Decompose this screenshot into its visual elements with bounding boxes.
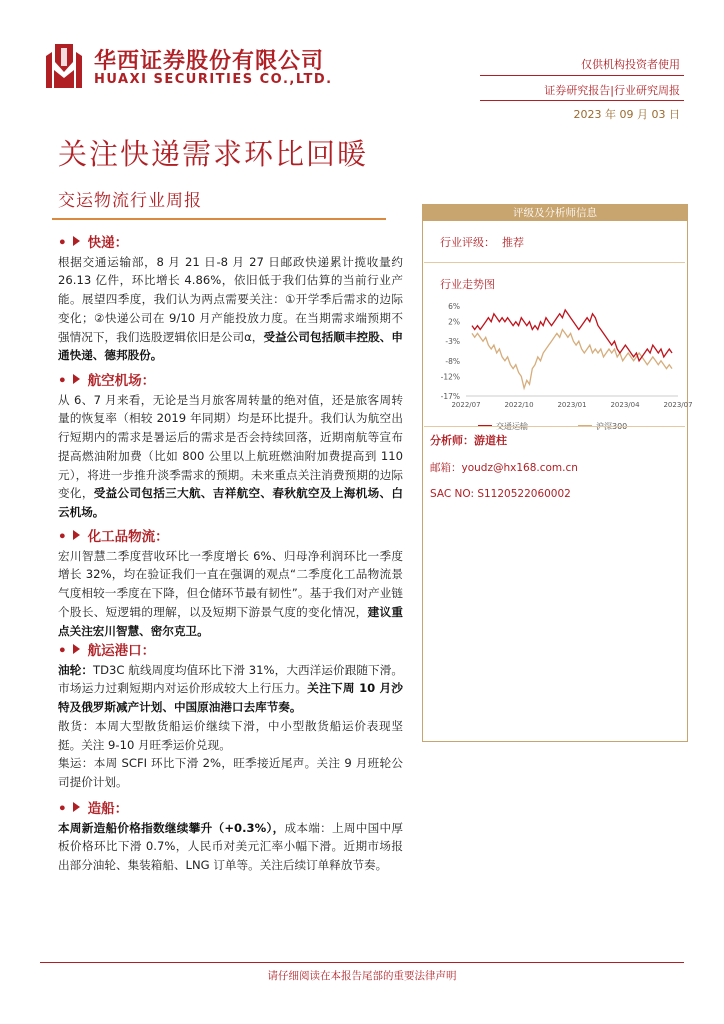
company-name-cn: 华西证券股份有限公司: [94, 49, 325, 74]
huaxi-logo: [46, 44, 82, 88]
panel-header: 评级及分析师信息: [423, 205, 687, 221]
section-express: [58, 234, 403, 365]
section-body: 宏川智慧二季度营收环比一季度增长 6%、归母净利润环比一季度增长 32%，均在验证我们一直在强调的观点“二季度化工品物流景气度相较一季度在下降，但仓储环节最有韧性”。基于我们对产业链个股长、短逻辑的理解，以及短期下游景气度的变化情况，建议重点关注宏川智慧、密尔克卫。: [58, 548, 403, 638]
x-tick-label: 2022/10: [504, 401, 534, 409]
bulk-paragraph: 散货：本周大型散货船运价继续下滑，中小型散货船运价表现坚挺。关注 9-10 月旺季运价兑现。: [58, 718, 403, 752]
report-title: 关注快递需求环比回暖: [58, 137, 369, 171]
x-tick-label: 2023/07: [663, 401, 693, 409]
header-divider: [480, 75, 684, 76]
section-heading: • 化工品物流：: [58, 529, 169, 545]
oil-tanker-paragraph: 油轮：TD3C 航线周度均值环比下滑 31%，大西洋运价跟随下滑。市场运力过剩短期内对运价形成较大上行压力。关注下周 10 月沙特及俄罗斯减产计划、中国原油港口去库节奏。: [58, 662, 403, 715]
header-divider: [480, 100, 684, 101]
arrow-icon: [73, 236, 80, 246]
x-tick-label: 2023/04: [610, 401, 640, 409]
trend-chart-label: 行业走势图: [440, 278, 495, 291]
analyst-line: 分析师：游道柱: [430, 434, 507, 447]
section-shipping: [58, 642, 403, 792]
legal-notice: 请仔细阅读在本报告尾部的重要法律声明: [267, 970, 457, 982]
section-aviation: [58, 372, 403, 522]
section-chemical: [58, 528, 403, 640]
section-heading: • 航运港口：: [58, 643, 156, 659]
y-tick-label: -12%: [440, 372, 460, 382]
analyst-email: 邮箱：youdz@hx168.com.cn: [430, 462, 578, 474]
section-body: 根据交通运输部，8 月 21 日-8 月 27 日邮政快递累计揽收量约 26.13 亿件，环比增长 4.86%，依旧低于我们估算的当前行业产能。展望四季度，我们认为两点需要关注：①开学季后需求的边际变化；②快递公司在 9/10 月产能投放力度。在当期需求端预期不强情况下，我们选股逻辑依旧是公司α，受益公司包括顺丰控股、申通快递、德邦股份。: [58, 254, 403, 363]
section-heading: • 快递：: [58, 235, 129, 251]
container-paragraph: 集运：本周 SCFI 环比下滑 2%，旺季接近尾声。关注 9 月班轮公司提价计划。: [58, 756, 403, 789]
y-tick-label: -8%: [445, 356, 460, 366]
report-date: 2023 年 09 月 03 日: [573, 108, 680, 121]
panel-divider: [424, 262, 685, 263]
company-name-en: HUAXI SECURITIES CO.,LTD.: [94, 72, 333, 87]
y-tick-label: 6%: [448, 302, 460, 311]
industry-rating: 行业评级： 推荐: [440, 236, 524, 249]
panel-divider: [424, 426, 685, 427]
arrow-icon: [73, 644, 80, 654]
x-tick-label: 2022/07: [451, 401, 481, 409]
footer-divider: [40, 962, 684, 963]
section-heading: • 航空机场：: [58, 373, 156, 389]
report-type: 证券研究报告|行业研究周报: [544, 84, 680, 97]
arrow-icon: [73, 802, 80, 812]
sac-number: SAC NO: S1120522060002: [430, 488, 571, 500]
subtitle-underline: [52, 218, 386, 220]
y-tick-label: 2%: [448, 317, 460, 327]
section-shipbuilding: [58, 800, 403, 875]
section-body: 从 6、7 月来看，无论是当月旅客周转量的绝对值，还是旅客周转量的恢复率（相较 2019 年同期）均是环比提升。我们认为航空出行短期内的需求是暑运后的需求是否会持续回落，近期南航等宣布提高燃油附加费（比如 800 公里以上航班燃油附加费提高到 110 元），将进一步推升淡季需求的预期。未来重点关注消费预期的边际变化，受益公司包括三大航、吉祥航空、春秋航空及上海机场、白云机场。: [58, 392, 403, 519]
series-line-hs300: [472, 330, 672, 389]
arrow-icon: [73, 374, 80, 384]
series-line-transport: [472, 310, 672, 361]
y-tick-label: -3%: [445, 337, 460, 347]
x-tick-label: 2023/01: [557, 401, 587, 409]
section-body: 本周新造船价格指数继续攀升（+0.3%），成本端：上周中国中厚板价格环比下滑 0.7%，人民币对美元汇率小幅下滑。近期市场报出部分油轮、集装箱船、LNG 订单等。关注后续订单释放节奏。: [58, 820, 403, 873]
y-tick-label: -17%: [440, 392, 460, 401]
industry-trend-chart: [428, 298, 693, 438]
arrow-icon: [73, 530, 80, 540]
report-subtitle: 交运物流行业周报: [58, 191, 202, 211]
audience-notice: 仅供机构投资者使用: [581, 58, 680, 71]
section-heading: • 造船：: [58, 801, 129, 817]
